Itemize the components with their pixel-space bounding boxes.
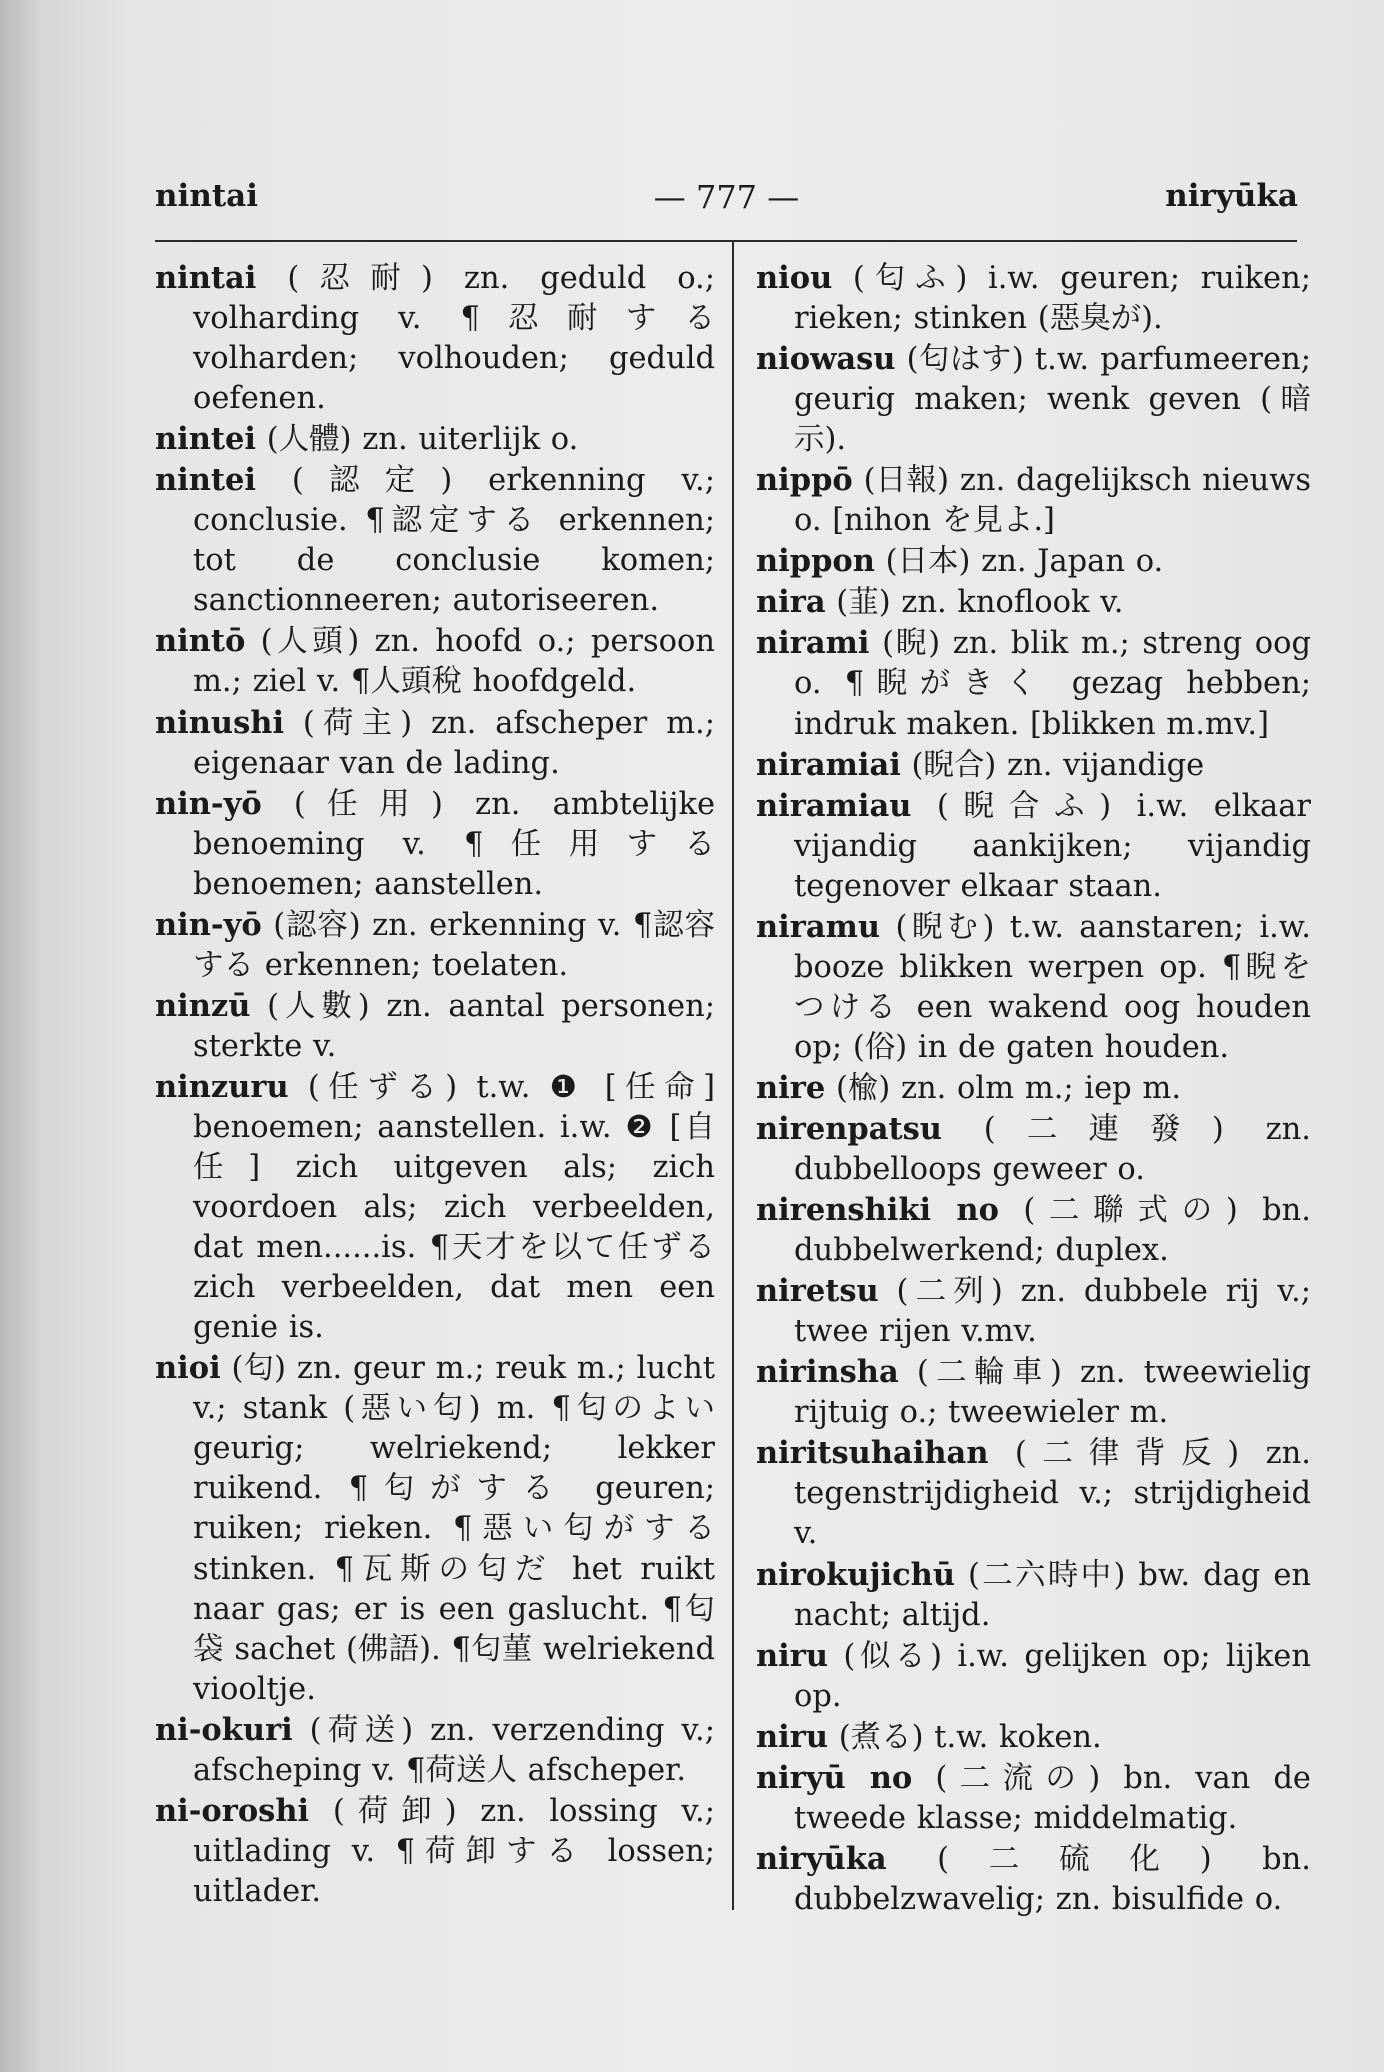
dictionary-entry xyxy=(155,905,715,986)
entry-headword: nintei xyxy=(155,421,257,458)
page-number: — 777 — xyxy=(653,178,800,216)
dictionary-entry xyxy=(155,419,715,460)
dictionary-entry xyxy=(155,1710,715,1791)
entry-headword: nira xyxy=(756,584,826,621)
entry-headword: niru xyxy=(756,1718,829,1755)
dictionary-entry xyxy=(756,1068,1311,1109)
dictionary-entry xyxy=(756,1109,1311,1190)
entry-headword: niryū no xyxy=(756,1759,913,1796)
entry-definition: (二列) zn. dubbele rij v.; twee rijen v.mv. xyxy=(794,1274,1311,1350)
dictionary-entry xyxy=(756,1271,1311,1352)
entry-headword: nippō xyxy=(756,462,853,499)
entry-definition: (睨合) zn. vijandige xyxy=(911,747,1205,783)
dictionary-entry xyxy=(756,1190,1311,1271)
entry-headword: nin-yō xyxy=(155,785,262,822)
entry-definition: (日報) zn. dagelijksch nieuws o. [nihon を見よ.] xyxy=(794,463,1312,539)
left-column xyxy=(155,258,715,1912)
entry-headword: nippon xyxy=(756,543,875,580)
entry-definition: (荷送) zn. verzending v.; afscheping v. ¶荷送人 afscheper. xyxy=(193,1712,715,1788)
entry-definition: (人數) zn. aantal personen; sterkte v. xyxy=(193,988,715,1064)
entry-definition: (匂はす) t.w. parfumeeren; geurig maken; wenk geven (暗示). xyxy=(794,342,1311,458)
dictionary-entry xyxy=(756,1636,1311,1717)
dictionary-entry xyxy=(756,745,1311,786)
entry-headword: nintei xyxy=(155,462,257,499)
entry-definition: (任ずる) t.w. ❶ [任命] benoemen; aanstellen. i.w. ❷ [自任] zich uitgeven als; zich voordoen als; zich verbeelden, dat men......is. ¶天才を以て任ずる zich verbeelden, dat men een genie is. xyxy=(193,1069,715,1346)
dictionary-entry xyxy=(155,1348,715,1709)
entry-headword: niou xyxy=(756,260,833,296)
entry-definition: (忍耐) zn. geduld o.; volharding v. ¶忍耐する volharden; volhouden; geduld oefenen. xyxy=(193,261,716,417)
dictionary-entry xyxy=(155,1067,715,1348)
entry-definition: (人體) zn. uiterlijk o. xyxy=(266,422,579,458)
entry-definition: (任用) zn. ambtelijke benoeming v. ¶任用する benoemen; aanstellen. xyxy=(193,786,716,902)
entry-definition: (二律背反) zn. tegenstrijdigheid v.; strijdigheid v. xyxy=(794,1436,1311,1552)
entry-headword: ninushi xyxy=(155,704,285,741)
dictionary-entry xyxy=(155,621,715,702)
dictionary-entry xyxy=(756,1758,1311,1839)
entry-definition: (二輪車) zn. tweewielig rijtuig o.; tweewieler m. xyxy=(794,1355,1311,1431)
entry-definition: (二連發) zn. dubbelloops geweer o. xyxy=(794,1111,1311,1188)
left-running-headword: nintai xyxy=(155,178,259,214)
right-running-headword: niryūka xyxy=(1165,178,1298,214)
entry-definition: (二六時中) bw. dag en nacht; altijd. xyxy=(794,1557,1312,1633)
page-header xyxy=(155,178,1298,222)
entry-definition: (楡) zn. olm m.; iep m. xyxy=(835,1070,1182,1106)
entry-definition: (人頭) zn. hoofd o.; persoon m.; ziel v. ¶人頭稅 hoofdgeld. xyxy=(193,624,715,700)
entry-headword: nin-yō xyxy=(155,906,262,943)
dictionary-entry xyxy=(756,541,1311,582)
entry-definition: (睨) zn. blik m.; streng oog o. ¶睨がきく gezag hebben; indruk maken. [blikken m.mv.] xyxy=(794,626,1311,742)
dictionary-entry xyxy=(756,907,1311,1068)
entry-definition: (匂ふ) i.w. geuren; ruiken; rieken; stinken (惡臭が). xyxy=(794,261,1311,337)
entry-headword: niramiai xyxy=(756,746,901,783)
entry-headword: niowasu xyxy=(756,341,896,378)
dictionary-entry xyxy=(756,1433,1311,1554)
entry-definition: (睨む) t.w. aanstaren; i.w. booze blikken werpen op. ¶睨をつける een wakend oog houden op; (俗) in de gaten houden. xyxy=(794,909,1311,1065)
entry-headword: niritsuhaihan xyxy=(756,1435,989,1472)
entry-headword: niramiau xyxy=(756,787,912,824)
entry-headword: niramu xyxy=(756,908,881,945)
entry-headword: niretsu xyxy=(756,1273,879,1310)
entry-headword: ni-okuri xyxy=(155,1711,293,1748)
entry-definition: (日本) zn. Japan o. xyxy=(885,544,1164,580)
entry-definition: (煮る) t.w. koken. xyxy=(838,1719,1102,1755)
entry-definition: (韮) zn. knoflook v. xyxy=(836,585,1124,621)
dictionary-entry xyxy=(155,460,715,621)
entry-headword: nirenpatsu xyxy=(756,1110,942,1147)
entry-headword: nirami xyxy=(756,625,870,662)
dictionary-entry xyxy=(155,784,715,905)
dictionary-entry xyxy=(155,986,715,1067)
entry-headword: ni-oroshi xyxy=(155,1792,310,1829)
entry-headword: nintai xyxy=(155,260,257,296)
entry-definition: (匂) zn. geur m.; reuk m.; lucht v.; stank (惡い匂) m. ¶匂のよい geurig; welriekend; lekker ruikend. ¶匂がする geuren; ruiken; rieken. ¶惡い匂がする stinken. ¶瓦斯の匂だ het ruikt naar gas; er is een gaslucht. ¶匂袋 sachet (佛語). ¶匂菫 welriekend viooltje. xyxy=(193,1351,715,1707)
dictionary-entry xyxy=(756,460,1311,541)
entry-definition: (荷卸) zn. lossing v.; uitlading v. ¶荷卸する lossen; uitlader. xyxy=(193,1793,716,1909)
entry-definition: (荷主) zn. afscheper m.; eigenaar van de lading. xyxy=(193,705,715,781)
column-divider xyxy=(732,242,734,1910)
entry-headword: nintō xyxy=(155,623,246,660)
dictionary-entry xyxy=(756,786,1311,907)
entry-headword: nirenshiki no xyxy=(756,1192,999,1229)
right-column xyxy=(756,258,1311,1920)
entry-headword: niryūka xyxy=(756,1840,887,1877)
dictionary-entry xyxy=(756,623,1311,744)
entry-headword: ninzū xyxy=(155,987,251,1024)
entry-headword: niru xyxy=(756,1637,829,1674)
entry-headword: nioi xyxy=(155,1350,221,1387)
dictionary-entry xyxy=(756,1839,1311,1920)
entry-definition: (認定) erkenning v.; conclusie. ¶認定する erkennen; tot de conclusie komen; sanctionneeren; autoriseeren. xyxy=(193,463,715,619)
dictionary-entry xyxy=(155,703,715,784)
entry-definition: (睨合ふ) i.w. elkaar vijandig aankijken; vijandig tegenover elkaar staan. xyxy=(794,788,1311,904)
entry-definition: (二聯式の) bn. dubbelwerkend; duplex. xyxy=(794,1193,1312,1269)
dictionary-entry xyxy=(155,258,715,419)
entry-headword: nire xyxy=(756,1069,826,1106)
dictionary-entry xyxy=(756,258,1311,339)
dictionary-entry xyxy=(756,1717,1311,1758)
dictionary-entry xyxy=(756,582,1311,623)
dictionary-entry xyxy=(756,1352,1311,1433)
entry-definition: (二硫化) bn. dubbelzwavelig; zn. bisulfide o. xyxy=(794,1841,1311,1917)
header-rule xyxy=(155,240,1297,242)
entry-definition: (認容) zn. erkenning v. ¶認容する erkennen; toelaten. xyxy=(193,907,715,983)
entry-headword: nirinsha xyxy=(756,1354,899,1391)
entry-definition: (似る) i.w. gelijken op; lijken op. xyxy=(794,1638,1311,1714)
dictionary-entry xyxy=(756,1555,1311,1636)
entry-headword: nirokujichū xyxy=(756,1556,956,1593)
dictionary-entry xyxy=(155,1791,715,1912)
entry-definition: (二流の) bn. van de tweede klasse; middelmatig. xyxy=(794,1760,1311,1836)
entry-headword: ninzuru xyxy=(155,1068,289,1105)
dictionary-entry xyxy=(756,339,1311,460)
